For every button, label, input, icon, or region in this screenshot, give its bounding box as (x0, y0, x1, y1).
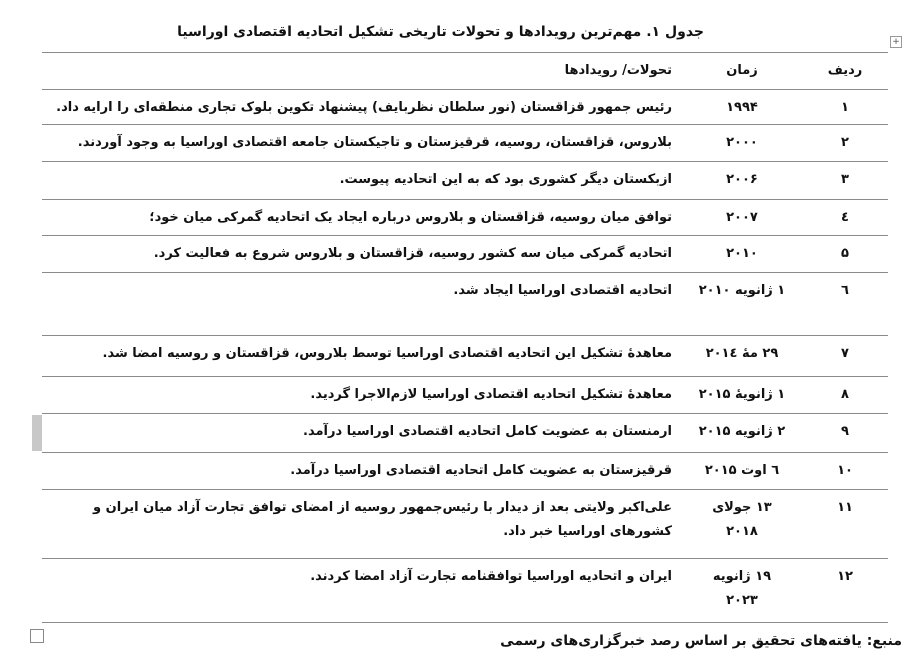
table-row (42, 90, 888, 125)
row-num: ٤ (802, 200, 888, 236)
row-event: بلاروس، قزاقستان، روسیه، قرقیزستان و تاجیکستان جامعه اقتصادی اوراسیا به وجود آوردند. (42, 125, 682, 162)
row-event: ارمنستان به عضویت کامل اتحادیه اقتصادی اوراسیا درآمد. (42, 414, 682, 453)
row-num: ۹ (802, 414, 888, 453)
row-num: ٦ (802, 273, 888, 336)
header-event: تحولات/ رویدادها (42, 53, 682, 90)
table-row (42, 559, 888, 623)
row-event: قرقیزستان به عضویت کامل اتحادیه اقتصادی اوراسیا درآمد. (42, 453, 682, 490)
row-num: ۱۲ (802, 559, 888, 623)
row-event: ازبکستان دیگر کشوری بود که به این اتحادیه پیوست. (42, 162, 682, 200)
row-time: ۲۰۰۷ (682, 200, 802, 236)
row-time: ۲۰۱۰ (682, 236, 802, 273)
row-time: ۱ ژانویهٔ ۲۰۱۵ (682, 377, 802, 414)
row-event: ایران و اتحادیه اوراسیا توافقنامه تجارت آزاد امضا کردند. (42, 559, 682, 623)
row-num: ۱۰ (802, 453, 888, 490)
table-row (42, 200, 888, 236)
table-row (42, 414, 888, 453)
table-move-handle-icon[interactable]: + (890, 36, 902, 48)
row-num: ۳ (802, 162, 888, 200)
row-event: معاهدهٔ تشکیل اتحادیه اقتصادی اوراسیا لازم‌الاجرا گردید. (42, 377, 682, 414)
row-selection-marker (32, 415, 42, 451)
table-row (42, 162, 888, 200)
row-time: ۲۰۰۰ (682, 125, 802, 162)
row-time: ۲۰۰۶ (682, 162, 802, 200)
row-event: معاهدهٔ تشکیل این اتحادیه اقتصادی اوراسیا توسط بلاروس، قزاقستان و روسیه امضا شد. (42, 336, 682, 377)
row-time: ٦ اوت ۲۰۱۵ (682, 453, 802, 490)
row-event: اتحادیه گمرکی میان سه کشور روسیه، قزاقستان و بلاروس شروع به فعالیت کرد. (42, 236, 682, 273)
table-row (42, 125, 888, 162)
row-num: ۷ (802, 336, 888, 377)
table-row (42, 453, 888, 490)
row-time: ۲۹ مهٔ ۲۰۱٤ (682, 336, 802, 377)
row-num: ۱۱ (802, 490, 888, 559)
row-event: رئیس جمهور قزاقستان (نور سلطان نظربایف) پیشنهاد تکوین بلوک تجاری منطقه‌ای را ارایه داد. (42, 90, 682, 125)
row-num: ۸ (802, 377, 888, 414)
row-event: علی‌اکبر ولایتی بعد از دیدار با رئیس‌جمهور روسیه از امضای توافق تجارت آزاد میان ایران و کشورهای اوراسیا خبر داد. (42, 490, 682, 559)
row-num: ۲ (802, 125, 888, 162)
row-num: ۱ (802, 90, 888, 125)
row-event: اتحادیه اقتصادی اوراسیا ایجاد شد. (42, 273, 682, 336)
paragraph-marker (30, 629, 44, 643)
table-header-row (42, 53, 888, 90)
row-time: ۱۳ جولای ۲۰۱۸ (682, 490, 802, 559)
events-table (42, 52, 888, 623)
table-row (42, 336, 888, 377)
row-time: ۲ ژانویه ۲۰۱۵ (682, 414, 802, 453)
row-time: ۱۹۹۴ (682, 90, 802, 125)
row-time: ۱ ژانویه ۲۰۱۰ (682, 273, 802, 336)
row-num: ۵ (802, 236, 888, 273)
header-time: زمان (682, 53, 802, 90)
header-num: ردیف (802, 53, 888, 90)
table-footer (42, 627, 902, 657)
table-row (42, 273, 888, 336)
row-time: ۱۹ ژانویه ۲۰۲۳ (682, 559, 802, 623)
table-row (42, 490, 888, 559)
table-row (42, 377, 888, 414)
table-row (42, 236, 888, 273)
table-caption: جدول ۱. مهم‌ترین رویدادها و تحولات تاریخی تشکیل اتحادیه اقتصادی اوراسیا (177, 24, 704, 40)
document-body (42, 52, 902, 657)
source-note: منبع: یافته‌های تحقیق بر اساس رصد خبرگزاری‌های رسمی (500, 633, 902, 649)
row-event: توافق میان روسیه، قزاقستان و بلاروس درباره ایجاد یک اتحادیه گمرکی میان خود؛ (42, 200, 682, 236)
